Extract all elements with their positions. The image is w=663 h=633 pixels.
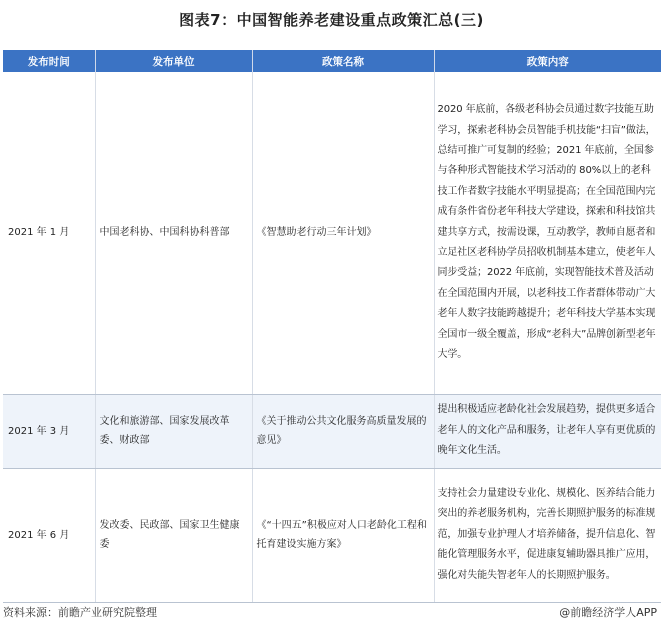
table-row	[3, 468, 661, 602]
header-unit: 发布单位	[95, 50, 252, 72]
cell-policy: 《智慧助老行动三年计划》	[252, 72, 434, 394]
cell-time: 2021 年 3 月	[3, 394, 95, 468]
header-time: 发布时间	[3, 50, 95, 72]
cell-unit: 发改委、民政部、国家卫生健康委	[95, 468, 252, 602]
cell-policy: 《关于推动公共文化服务高质量发展的意见》	[252, 394, 434, 468]
cell-content: 提出积极适应老龄化社会发展趋势，提供更多适合老年人的文化产品和服务，让老年人享有更优质的晚年文化生活。	[434, 394, 661, 468]
table-header-row	[3, 50, 661, 72]
cell-unit: 文化和旅游部、国家发展改革委、财政部	[95, 394, 252, 468]
cell-time: 2021 年 1 月	[3, 72, 95, 394]
cell-content: 支持社会力量建设专业化、规模化、医养结合能力突出的养老服务机构，完善长期照护服务的标准规范，加强专业护理人才培养储备，提升信息化、智能化管理服务水平，促进康复辅助器具推广应用，强化对失能失智老年人的长期照护服务。	[434, 468, 661, 602]
page-title: 图表7：中国智能养老建设重点政策汇总(三)	[179, 11, 484, 29]
table-row	[3, 72, 661, 394]
cell-time: 2021 年 6 月	[3, 468, 95, 602]
policy-table	[3, 50, 661, 603]
cell-content: 2020 年底前，各级老科协会员通过数字技能互助学习，探索老科协会员智能手机技能“扫盲”做法，总结可推广可复制的经验；2021 年底前，全国参与各种形式智能技术学习活动的 80%以上的老科技工作者数字技能水平明显提高；在全国范围内完成有条件省份老年科技大学建设，探索和科技馆共建共享方式，按需设课，互动教学，教师自愿者和立足社区老科协学员招收机制基本建立，使老年人同步受益；2022 年底前，实现智能技术普及活动在全国范围内开展，以老科技工作者群体带动广大老年人数字技能跨越提升；老年科技大学基本实现全国市一级全覆盖，形成“老科大”品牌创新型老年大学。	[434, 72, 661, 394]
cell-policy: 《“十四五”积极应对人口老龄化工程和托育建设实施方案》	[252, 468, 434, 602]
brand-credit: @前瞻经济学人APP	[559, 606, 657, 619]
cell-unit: 中国老科协、中国科协科普部	[95, 72, 252, 394]
header-policy: 政策名称	[252, 50, 434, 72]
header-content: 政策内容	[434, 50, 661, 72]
table-row	[3, 394, 661, 468]
source-note: 资料来源：前瞻产业研究院整理	[3, 606, 157, 619]
